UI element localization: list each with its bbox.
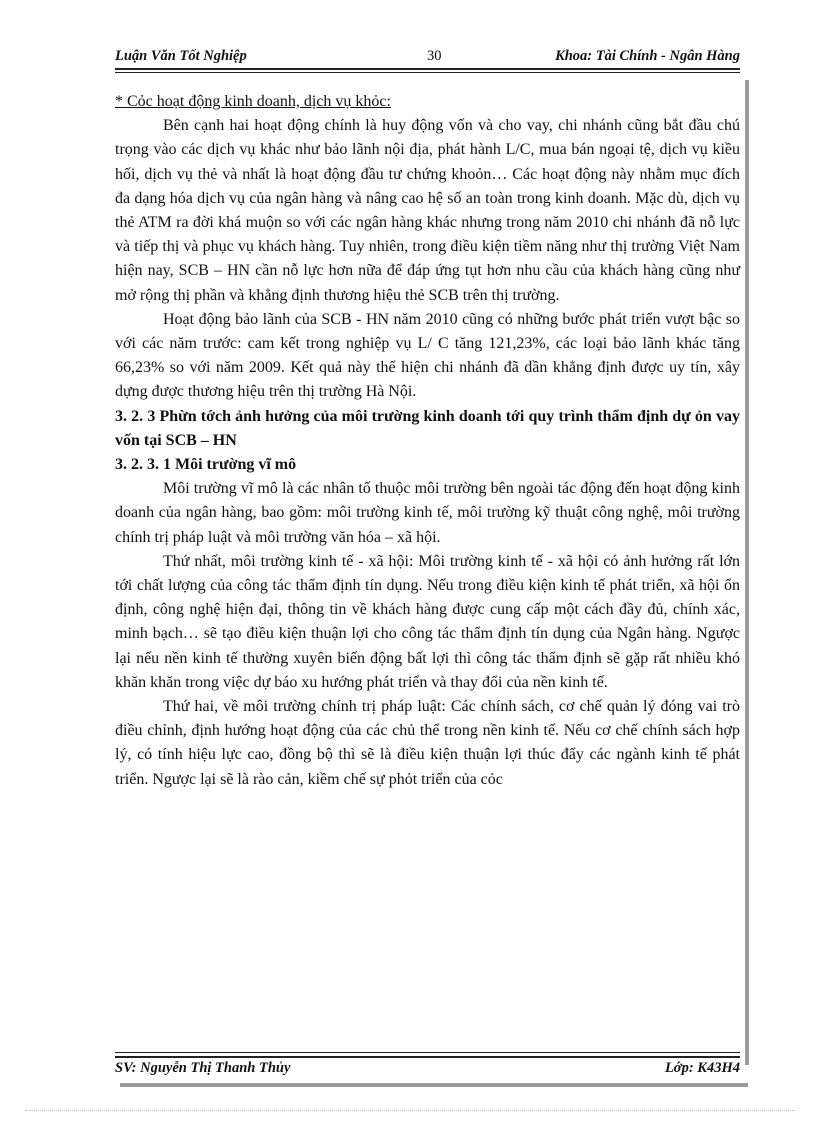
paragraph: Thứ nhất, môi trường kinh tế - xã hội: Môi trường kinh tế - xã hội có ảnh hưởng rất lớn tới chất lượng của công tác thẩm định tín dụng. Nếu trong điều kiện kinh tế phát triển, xã hội ổn định, công nghệ hiện đại, thông tin về khách hàng được cung cấp một cách đầy đủ, chính xác, minh bạch… sẽ tạo điều kiện thuận lợi cho công tác thẩm định tín dụng của Ngân hàng. Ngược lại nếu nền kinh tế thường xuyên biến động bất lợi thì công tác thẩm định sẽ gặp rất nhiều khó khăn khăn trong việc dự báo xu hướng phát triển và thay đổi của nền kinh tế. <box>115 552 740 691</box>
header-thesis-title: Luận Văn Tốt Nghiệp <box>115 48 247 64</box>
header-rule-thick <box>115 68 740 70</box>
footer-class: Lớp: K43H4 <box>664 1060 740 1076</box>
paragraph: Thứ hai, về môi trường chính trị pháp luật: Các chính sách, cơ chế quản lý đóng vai trò điều chỉnh, định hướng hoạt động của các chủ thể trong nền kinh tế. Nếu cơ chế chính sách hợp lý, có tính hiệu lực cao, đồng bộ thì sẽ là điều kiện thuận lợi thúc đẩy các ngành kinh tế phát triển. Ngược lại sẽ là rào cản, kiềm chế sự phỏt triển của cỏc <box>115 698 740 788</box>
subsection-heading: 3. 2. 3. 1 Môi trường vĩ mô <box>115 456 297 474</box>
page-footer <box>115 1060 740 1082</box>
paragraph: Môi trường vĩ mô là các nhân tố thuộc môi trường bên ngoài tác động đến hoạt động kinh doanh của ngân hàng, bao gồm: môi trường kinh tế, môi trường kỹ thuật công nghệ, môi trường chính trị pháp luật và môi trường văn hóa – xã hội. <box>115 480 740 546</box>
page-header <box>115 48 740 70</box>
page-border-shadow-bottom <box>120 1083 748 1087</box>
header-faculty: Khoa: Tài Chính - Ngân Hàng <box>555 48 740 64</box>
page-number: 30 <box>427 48 442 64</box>
document-body <box>115 90 740 792</box>
page-border-shadow-right <box>745 80 749 1065</box>
paragraph: Hoạt động bảo lãnh của SCB - HN năm 2010 cũng có những bước phát triển vượt bậc so với các năm trước: cam kết trong nghiệp vụ L/ C tăng 121,23%, các loại bảo lãnh khác tăng 66,23% so với năm 2009. Kết quả này thể hiện chi nhánh đã dần khẳng định được uy tín, xây dựng được thương hiệu trên thị trường Hà Nội. <box>115 310 740 401</box>
footer-student-name: SV: Nguyễn Thị Thanh Thủy <box>115 1060 291 1076</box>
subheading: * Cỏc hoạt động kinh doanh, dịch vụ khỏc: <box>115 93 391 110</box>
paragraph: Bên cạnh hai hoạt động chính là huy động vốn và cho vay, chi nhánh cũng bắt đầu chú trọng vào các dịch vụ khác như bảo lãnh nội địa, phát hành L/C, mua bán ngoại tệ, dịch vụ kiều hối, dịch vụ thẻ và nhất là hoạt động đầu tư chứng khoỏn… Các hoạt động này nhằm mục đích đa dạng hóa dịch vụ của ngân hàng và nâng cao hệ số an toàn trong kinh doanh. Mặc dù, dịch vụ thẻ ATM ra đời khá muộn so với các ngân hàng khác nhưng trong năm 2010 chi nhánh đã nỗ lực và tiếp thị và phục vụ khách hàng. Tuy nhiên, trong điều kiện tiềm năng như thị trường Việt Nam hiện nay, SCB – HN cần nỗ lực hơn nữa để đáp ứng tụt hơn nhu cầu của khách hàng cũng như mở rộng thị phần và khẳng định thương hiệu thẻ SCB trên thị trường. <box>115 117 740 304</box>
footer-rule-thick <box>115 1056 740 1058</box>
header-rule-thin <box>115 72 740 73</box>
bottom-dotted-line <box>25 1110 795 1111</box>
section-heading: 3. 2. 3 Phừn tớch ảnh hưởng của môi trường kinh doanh tới quy trình thẩm định dự ỏn vay vốn tại SCB – HN <box>115 407 740 449</box>
footer-rule-thin <box>115 1052 740 1053</box>
